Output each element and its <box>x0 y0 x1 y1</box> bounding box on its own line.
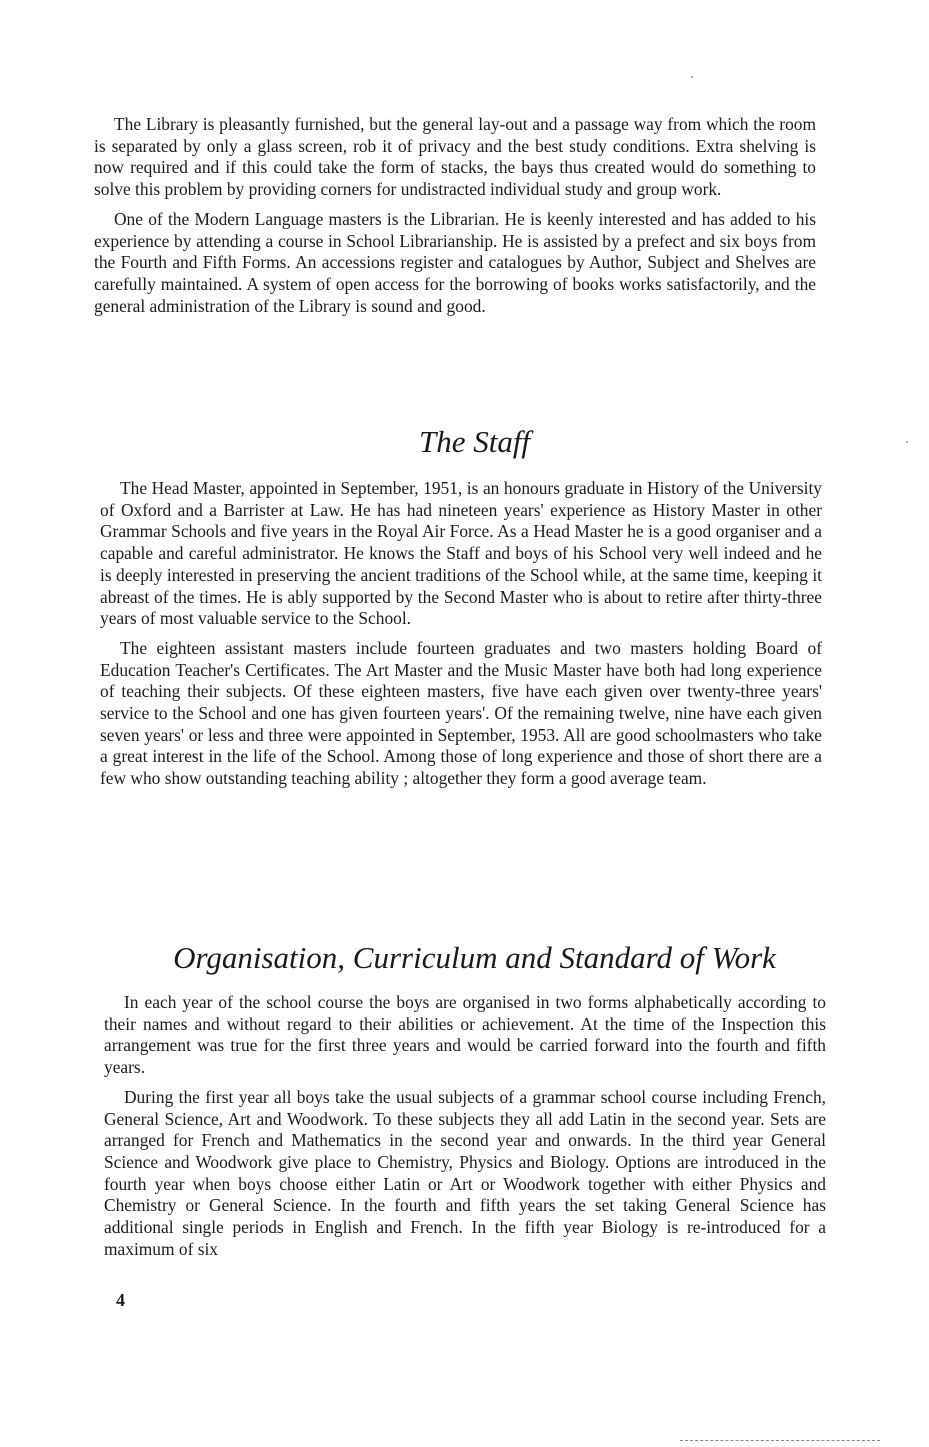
organisation-paragraph-1: In each year of the school course the boys are organised in two forms alphabetically according to their names and without regard to their abilities or achievement. At the time of the Inspection this arrangement was true for the first three years and would be carried forward into the fourth and fifth years. <box>104 992 826 1078</box>
organisation-heading: Organisation, Curriculum and Standard of Work <box>173 940 776 975</box>
scan-speck <box>691 76 693 78</box>
organisation-paragraph-2: During the first year all boys take the usual subjects of a grammar school course including French, General Science, Art and Woodwork. To these subjects they all add Latin in the second year. Sets are arranged for French and Mathematics in the second year and onwards. In the third year General Science and Woodwork give place to Chemistry, Physics and Biology. Options are introduced in the fourth year when boys choose either Latin or Art or Woodwork together with either Physics and Chemistry or General Science. In the fourth and fifth years the set taking General Science has additional single periods in English and French. In the fifth year Biology is re-introduced for a maximum of six <box>104 1086 826 1259</box>
library-section <box>94 114 816 317</box>
staff-paragraph-1: The Head Master, appointed in September, 1951, is an honours graduate in History of the University of Oxford and a Barrister at Law. He has had nineteen years' experience as History Master in other Grammar Schools and five years in the Royal Air Force. As a Head Master he is a good organiser and a capable and careful administrator. He knows the Staff and boys of his School very well indeed and he is deeply interested in preserving the ancient traditions of the School while, at the same time, keeping it abreast of the times. He is ably supported by the Second Master who is about to retire after thirty-three years of most valuable service to the School. <box>100 478 822 629</box>
library-paragraph-2: One of the Modern Language masters is the Librarian. He is keenly interested and has added to his experience by attending a course in School Librarianship. He is assisted by a prefect and six boys from the Fourth and Fifth Forms. An accessions register and catalogues by Author, Subject and Shelves are carefully maintained. A system of open access for the borrowing of books works satisfactorily, and the general administration of the Library is sound and good. <box>94 208 816 316</box>
page-number: 4 <box>116 1290 125 1310</box>
staff-heading: The Staff <box>418 424 531 459</box>
staff-section <box>100 478 822 790</box>
library-paragraph-1: The Library is pleasantly furnished, but the general lay-out and a passage way from which the room is separated by only a glass screen, rob it of privacy and the best study conditions. Extra shelving is now required and if this could take the form of stacks, the bays thus created would do something to solve this problem by providing corners for undistracted individual study and group work. <box>94 114 816 200</box>
staff-paragraph-2: The eighteen assistant masters include fourteen graduates and two masters holding Board of Education Teacher's Certificates. The Art Master and the Music Master have both had long experience of teaching their subjects. Of these eighteen masters, five have each given over twenty-three years' service to the School and one has given fourteen years'. Of the remaining twelve, nine have each given seven years' or less and three were appointed in September, 1953. All are good schoolmasters who take a great interest in the life of the School. Among those of long experience and those of short there are a few who show outstanding teaching ability ; altogether they form a good average team. <box>100 637 822 789</box>
scan-speck <box>906 441 908 443</box>
organisation-section <box>104 992 826 1260</box>
scan-edge-marks <box>680 1440 880 1443</box>
